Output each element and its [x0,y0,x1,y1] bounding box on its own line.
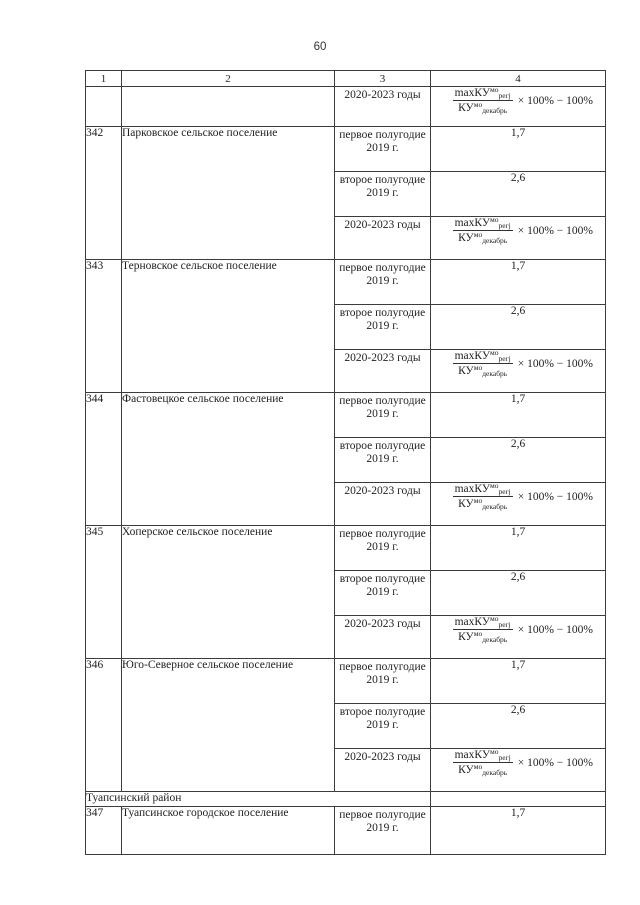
value-cell: 2,6 [431,571,606,616]
formula-denominator-sub: декабрь [482,635,508,644]
formula-denominator-text: КУ [458,365,474,377]
period-cell: первое полугодие 2019 г. [335,127,431,172]
formula-numerator-text: maxКУ [454,350,490,362]
formula [431,87,605,114]
settlement-name-cell: Фастовецкое сельское поселение [122,393,335,526]
table-header-row [86,71,606,87]
period-cell: первое полугодие 2019 г. [335,526,431,571]
settlement-name-cell: Парковское сельское поселение [122,127,335,260]
formula-denominator-sup: мо [473,496,483,505]
formula-fraction [453,350,513,377]
formula-rest: × 100% − 100% [517,623,593,636]
period-cell: второе полугодие 2019 г. [335,172,431,217]
formula-denominator [456,497,509,510]
formula-denominator-sub: декабрь [482,236,508,245]
formula-numerator-text: maxКУ [454,616,490,628]
formula-denominator-sub: декабрь [482,106,508,115]
district-row [86,792,606,807]
formula-numerator-sub: регj [498,91,511,100]
period-cell: 2020-2023 годы [335,217,431,260]
row-number-cell: 342 [86,127,122,260]
column-header-1: 1 [86,71,122,87]
formula [431,749,605,776]
row-number-cell [86,87,122,127]
tariff-table [85,70,606,855]
column-header-4: 4 [431,71,606,87]
formula-numerator-sub: регj [498,487,511,496]
formula-denominator-text: КУ [458,631,474,643]
formula-fraction [453,217,513,244]
formula-numerator-sup: мо [489,215,499,224]
formula-denominator [456,630,509,643]
period-cell: 2020-2023 годы [335,483,431,526]
period-cell: 2020-2023 годы [335,350,431,393]
formula-numerator-sup: мо [489,85,499,94]
value-cell: 1,7 [431,807,606,855]
formula-denominator-sup: мо [473,363,483,372]
formula-numerator-text: maxКУ [454,87,490,99]
formula-fraction [453,616,513,643]
table-row [86,260,606,305]
column-header-2: 2 [122,71,335,87]
formula-numerator-sub: регj [498,221,511,230]
formula-rest: × 100% − 100% [517,756,593,769]
formula-numerator [453,749,513,763]
period-cell: 2020-2023 годы [335,749,431,792]
formula [431,217,605,244]
formula-denominator-sub: декабрь [482,768,508,777]
value-cell: 2,6 [431,704,606,749]
empty-cell [431,792,606,807]
formula-fraction [453,87,513,114]
formula-numerator-text: maxКУ [454,749,490,761]
formula-numerator [453,616,513,630]
value-cell: 2,6 [431,305,606,350]
formula-numerator-sub: регj [498,354,511,363]
formula-cell [431,749,606,792]
column-header-3: 3 [335,71,431,87]
period-cell: второе полугодие 2019 г. [335,438,431,483]
period-cell: второе полугодие 2019 г. [335,305,431,350]
settlement-name-cell [122,87,335,127]
formula-denominator [456,101,509,114]
value-cell: 2,6 [431,438,606,483]
row-number-cell: 345 [86,526,122,659]
formula-denominator-sup: мо [473,762,483,771]
formula-denominator-text: КУ [458,764,474,776]
formula-numerator-sup: мо [489,481,499,490]
formula-fraction [453,483,513,510]
formula-numerator [453,217,513,231]
settlement-name-cell: Юго-Северное сельское поселение [122,659,335,792]
period-cell: первое полугодие 2019 г. [335,393,431,438]
row-number-cell: 344 [86,393,122,526]
formula-numerator-sup: мо [489,747,499,756]
period-cell: первое полугодие 2019 г. [335,659,431,704]
period-cell: второе полугодие 2019 г. [335,704,431,749]
table-row [86,659,606,704]
formula-denominator-sup: мо [473,100,483,109]
row-number-cell: 346 [86,659,122,792]
formula-rest: × 100% − 100% [517,94,593,107]
formula-numerator-text: maxКУ [454,217,490,229]
formula-denominator [456,763,509,776]
formula-numerator-sub: регj [498,620,511,629]
settlement-name-cell: Хоперское сельское поселение [122,526,335,659]
value-cell: 1,7 [431,127,606,172]
formula-cell [431,217,606,260]
table-row [86,127,606,172]
table-row [86,807,606,855]
formula-rest: × 100% − 100% [517,224,593,237]
period-cell: первое полугодие 2019 г. [335,807,431,855]
period-cell: второе полугодие 2019 г. [335,571,431,616]
formula-denominator-text: КУ [458,498,474,510]
value-cell: 1,7 [431,659,606,704]
settlement-name-cell: Туапсинское городское поселение [122,807,335,855]
formula-numerator-sup: мо [489,348,499,357]
formula-denominator-text: КУ [458,102,474,114]
period-cell: первое полугодие 2019 г. [335,260,431,305]
formula [431,616,605,643]
formula-denominator [456,231,509,244]
formula-numerator-sup: мо [489,614,499,623]
settlement-name-cell: Терновское сельское поселение [122,260,335,393]
table-row [86,526,606,571]
value-cell: 1,7 [431,526,606,571]
formula-cell [431,616,606,659]
formula-denominator [456,364,509,377]
formula-numerator [453,350,513,364]
formula-numerator-text: maxКУ [454,483,490,495]
period-cell: 2020-2023 годы [335,87,431,127]
formula-cell [431,87,606,127]
formula-numerator [453,483,513,497]
formula-rest: × 100% − 100% [517,490,593,503]
value-cell: 1,7 [431,260,606,305]
continuation-row [86,87,606,127]
value-cell: 1,7 [431,393,606,438]
row-number-cell: 347 [86,807,122,855]
formula-denominator-sub: декабрь [482,369,508,378]
formula-cell [431,350,606,393]
table-row [86,393,606,438]
formula [431,350,605,377]
period-cell: 2020-2023 годы [335,616,431,659]
formula [431,483,605,510]
formula-fraction [453,749,513,776]
district-name: Туапсинский район [86,792,431,807]
row-number-cell: 343 [86,260,122,393]
formula-numerator-sub: регj [498,753,511,762]
formula-denominator-sup: мо [473,230,483,239]
formula-denominator-sup: мо [473,629,483,638]
formula-denominator-sub: декабрь [482,502,508,511]
formula-denominator-text: КУ [458,232,474,244]
value-cell: 2,6 [431,172,606,217]
formula-cell [431,483,606,526]
formula-numerator [453,87,513,101]
formula-rest: × 100% − 100% [517,357,593,370]
page-number: 60 [313,41,327,53]
